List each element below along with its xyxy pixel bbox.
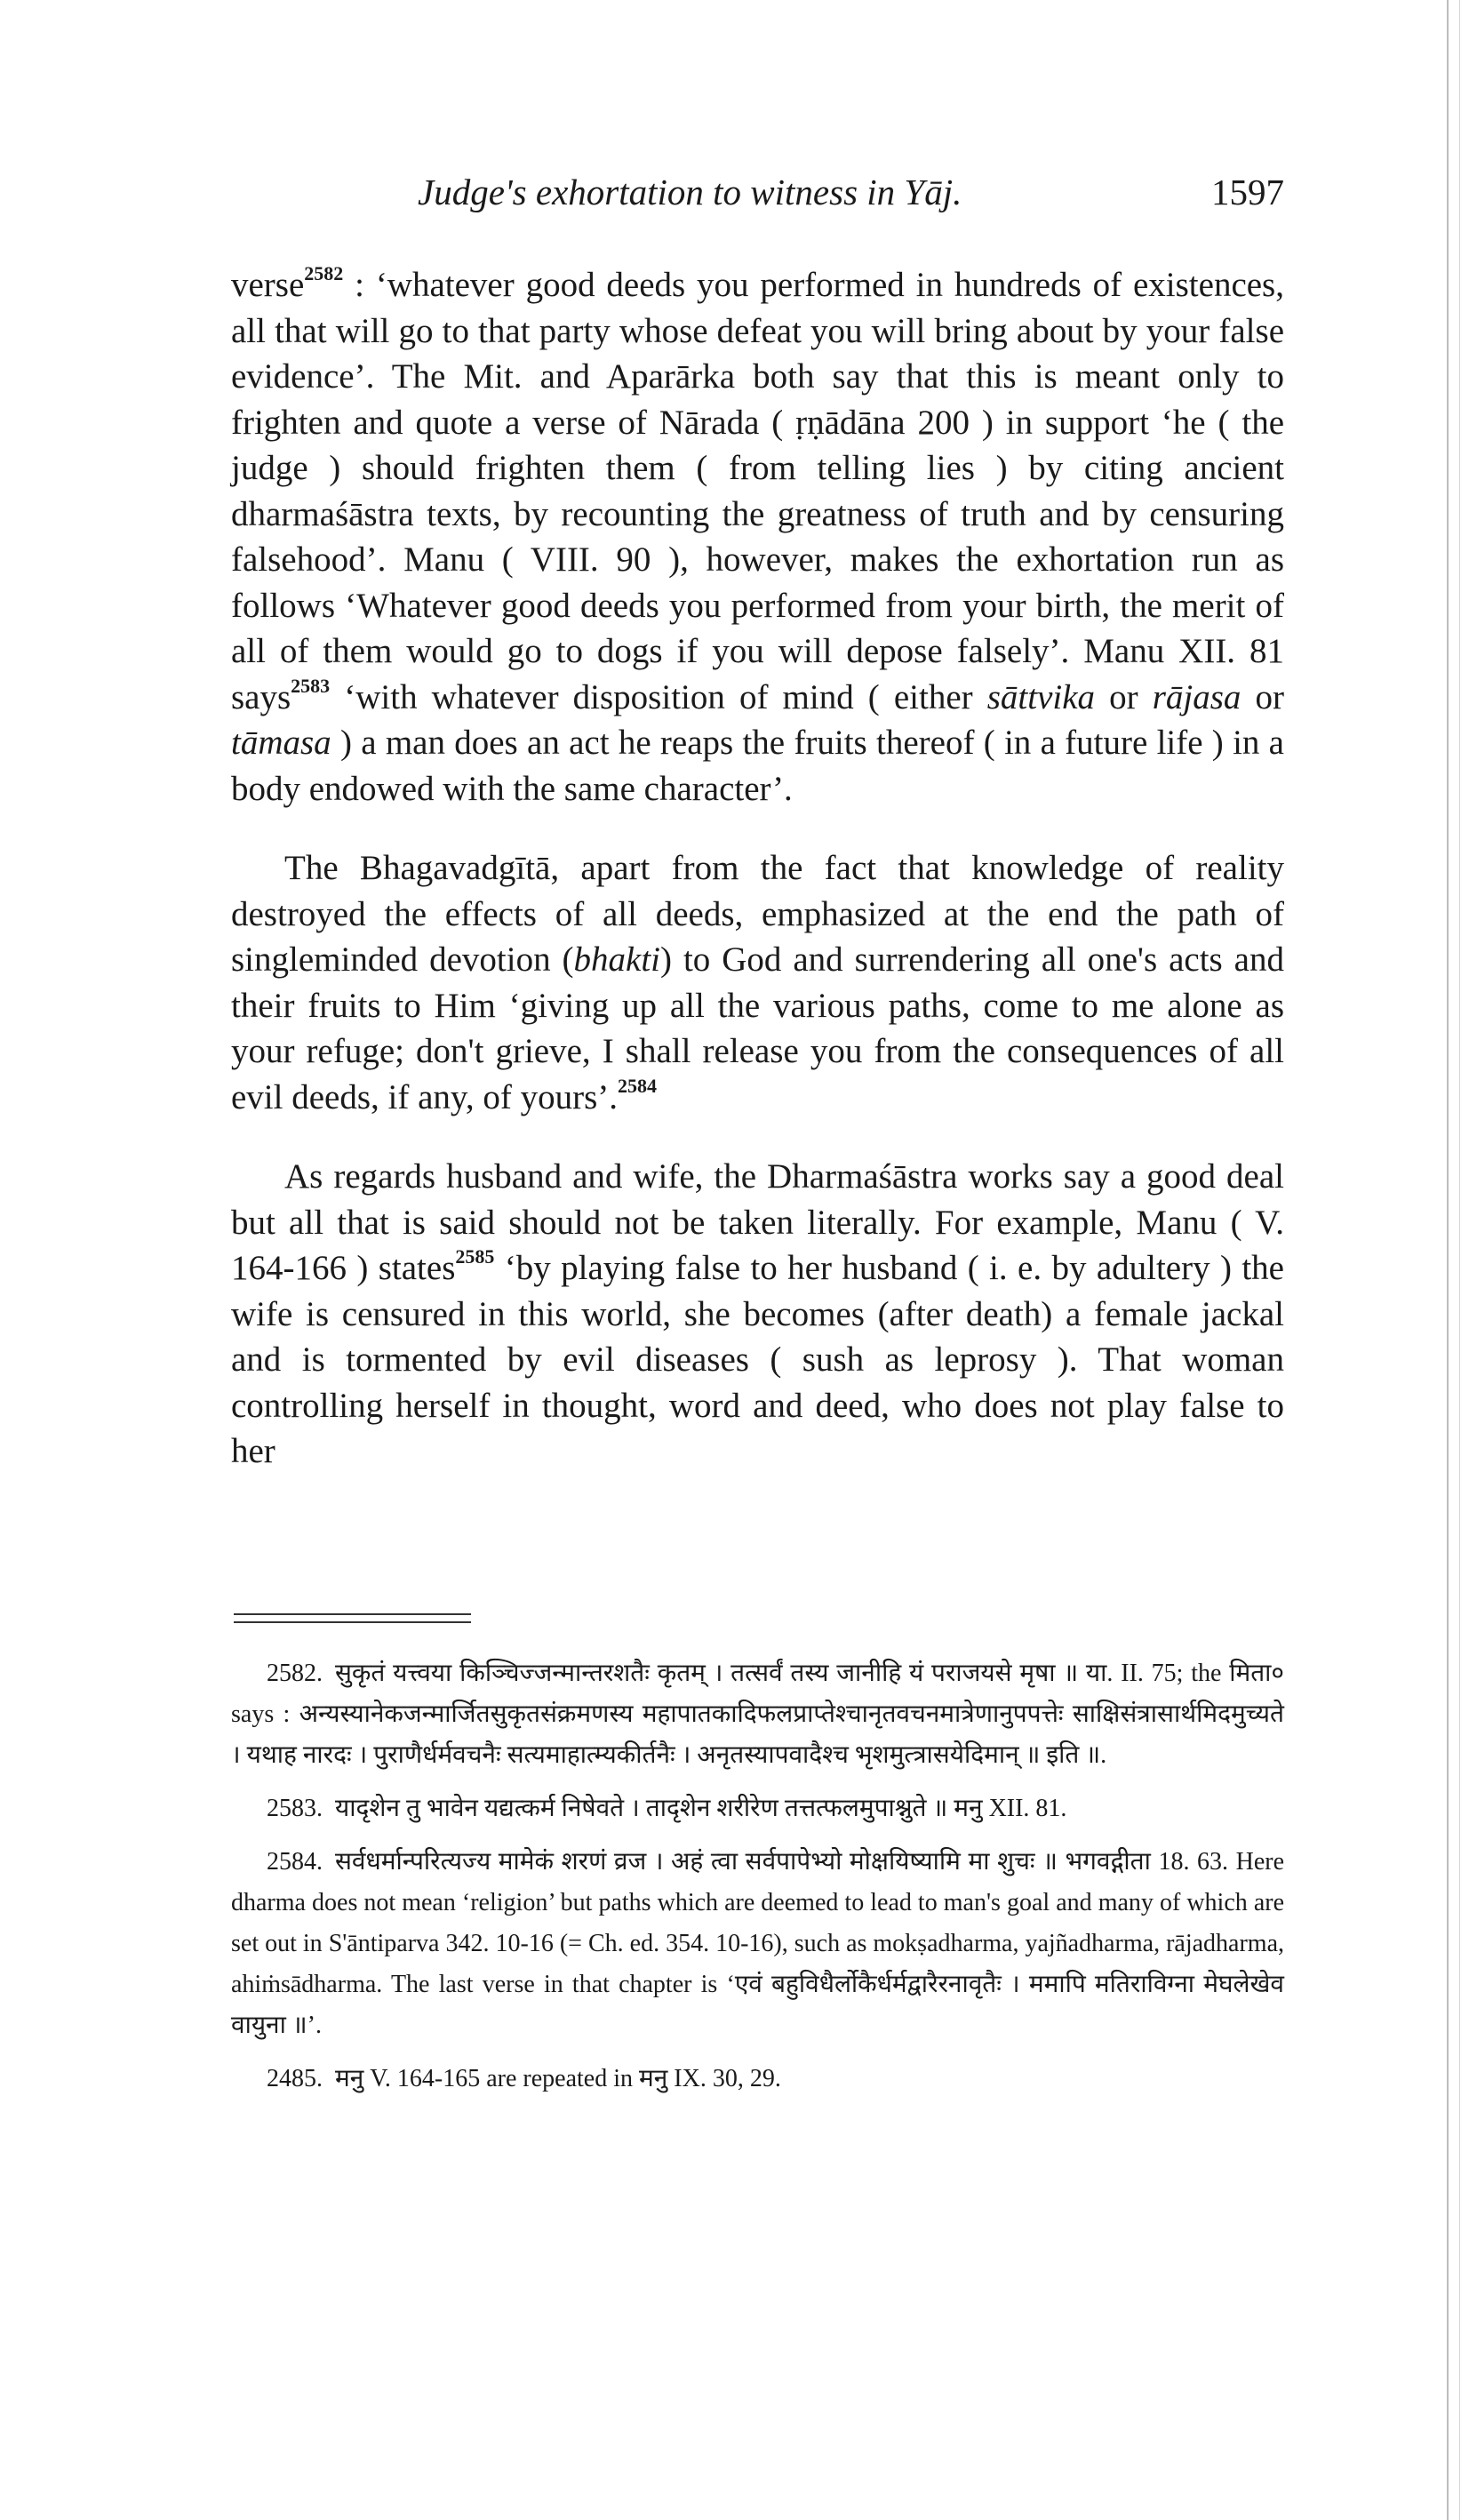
footnote-ref: 2582 (304, 262, 344, 284)
paragraph-3 (231, 1154, 1284, 1475)
italic-term: bhakti (573, 940, 661, 979)
footnote-text: सर्वधर्मान्परित्यज्य मामेकं शरणं व्रज । अहं त्वा सर्वपापेभ्यो मोक्षयिष्यामि मा शुचः ॥ भगवद्गीता 18. 63. Here dharma does not mean ‘religion’ but paths which are deemed to lead to man's goal and many of which are set out in S'āntiparva 342. 10-16 (= Ch. ed. 354. 10-16), such as mokṣadharma, yajñadharma, rājadharma, ahiṁsādharma. The last verse in that chapter is ‘एवं बहुविधैर्लोकैर्धर्मद्वारैरनावृतैः । ममापि मतिराविग्ना मेघलेखेव वायुना ॥’. (231, 1848, 1284, 2039)
paragraph-1 (231, 262, 1284, 812)
page-edge-dashed-line (1459, 0, 1460, 2520)
text-span: or (1095, 677, 1153, 716)
italic-term: tāmasa (231, 724, 331, 762)
footnote-number: 2583. (267, 1795, 323, 1822)
running-title: Judge's exhortation to witness in Yāj. (418, 172, 962, 212)
footnote-number: 2485. (267, 2065, 323, 2092)
footnote-text: सुकृतं यत्त्वया किञ्चिज्जन्मान्तरशतैः कृतम् । तत्सर्वं तस्य जानीहि यं पराजयसे मृषा ॥ या. II. 75; the मिता० says : अन्यस्यानेकजन्मार्जितसुकृतसंक्रमणस्य महापातकादिफलप्राप्तेश्चानृतवचनमात्रेणानुपपत्तेः साक्षिसंत्रासार्थमिदमुच्यते । यथाह नारदः । पुराणैर्धर्मवचनैः सत्यमाहात्म्यकीर्तनैः । अनृतस्यापवादैश्च भृशमुत्त्रासयेदिमान् ॥ इति ॥. (231, 1660, 1284, 1769)
text-span: The Bhagavadgītā, apart from the fact that knowledge of reality destroyed the effects of all deeds, emphasized at the end the path of singleminded devotion ( (231, 849, 1284, 979)
text-span: verse (231, 266, 305, 304)
page-number: 1597 (1211, 172, 1284, 212)
text-span: : ‘whatever good deeds you performed in hundreds of existences, all that will go to that party whose defeat you will bring about by your false evidence’. The Mit. and Aparārka both say that this is meant only to frighten and quote a verse of Nārada ( ṛṇādāna 200 ) in support ‘he ( the judge ) should frighten them ( from telling lies ) by citing ancient dharmaśāstra texts, by recounting the greatness of truth and by censuring falsehood’. Manu ( VIII. 90 ), however, makes the exhortation run as follows ‘Whatever good deeds you performed from your birth, the merit of all of them would go to dogs if you will depose falsely’. Manu XII. 81 says (231, 266, 1284, 716)
footnote-number: 2584. (267, 1848, 323, 1876)
footnote-2485 (231, 2059, 1284, 2100)
footnote-text: यादृशेन तु भावेन यद्यत्कर्म निषेवते । तादृशेन शरीरेण तत्तत्फलमुपाश्नुते ॥ मनु XII. 81. (335, 1795, 1067, 1822)
italic-term: rājasa (1152, 677, 1241, 716)
footnote-2584 (231, 1842, 1284, 2046)
text-span: ‘by playing false to her husband ( i. e. by adultery ) the wife is censured in this world, she becomes (after death) a female jackal and is tormented by evil diseases ( sush as leprosy ). That woman controlling herself in thought, word and deed, who does not play false to her (231, 1249, 1284, 1470)
footnote-ref: 2584 (618, 1074, 658, 1097)
footnotes (231, 1653, 1284, 2112)
text-span: ) to God and surrendering all one's acts and their fruits to Him ‘giving up all the various paths, come to me alone as your refuge; don't grieve, I shall release you from the consequences of all evil deeds, if any, of yours’. (231, 940, 1284, 1116)
footnote-2583 (231, 1788, 1284, 1829)
footnote-2582 (231, 1653, 1284, 1776)
page-header (231, 171, 1284, 224)
text-span: ) a man does an act he reaps the fruits thereof ( in a future life ) in a body endowed with the same character’. (231, 724, 1284, 808)
footnote-ref: 2583 (291, 674, 331, 697)
footnote-divider (234, 1613, 471, 1615)
paragraph-2 (231, 845, 1284, 1120)
text-span: As regards husband and wife, the Dharmaśāstra works say a good deal but all that is said should not be taken literally. For example, Manu ( V. 164-166 ) states (231, 1157, 1284, 1287)
page-edge-line (1447, 0, 1449, 2520)
text-span: or (1241, 677, 1284, 716)
footnote-number: 2582. (267, 1660, 323, 1687)
footnote-text: मनु V. 164-165 are repeated in मनु IX. 30, 29. (335, 2065, 781, 2092)
main-text (231, 262, 1284, 1475)
footnote-divider (234, 1621, 471, 1623)
text-span: ‘with whatever disposition of mind ( either (330, 677, 987, 716)
footnote-ref: 2585 (455, 1245, 495, 1268)
italic-term: sāttvika (986, 677, 1096, 716)
